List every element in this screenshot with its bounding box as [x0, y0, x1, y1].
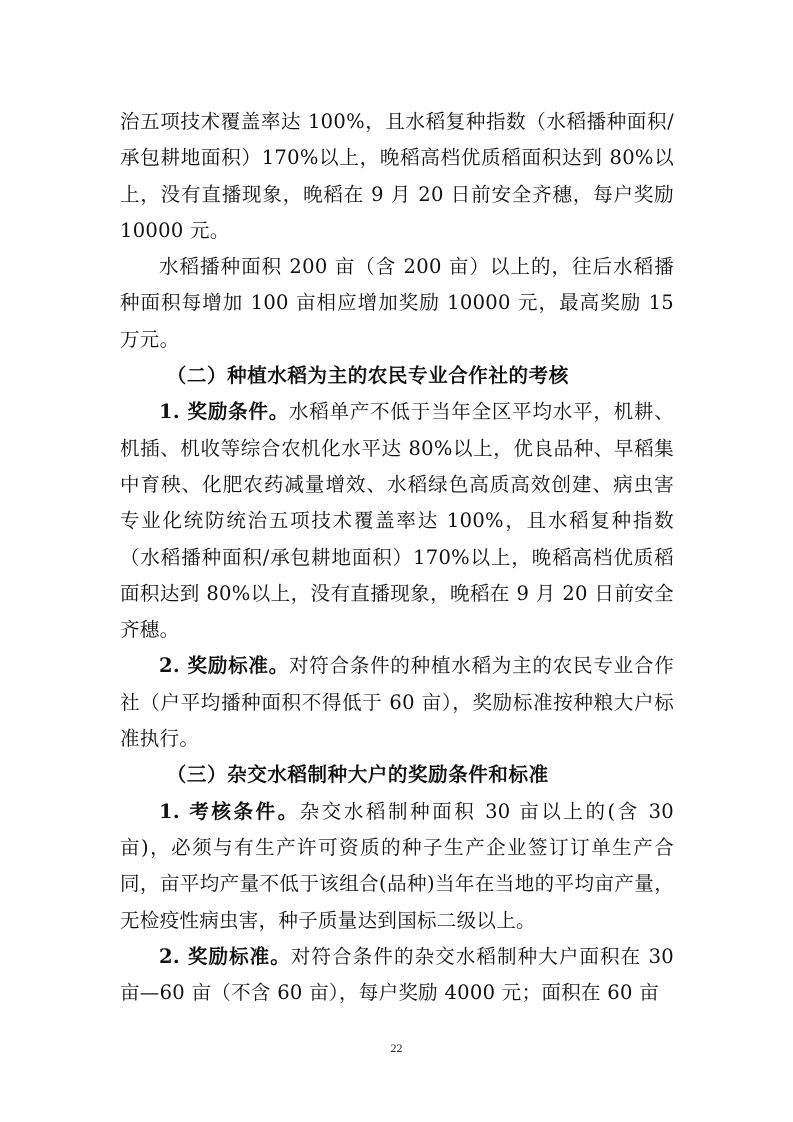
paragraph-body: 水稻单产不低于当年全区平均水平，机耕、机插、机收等综合农机化水平达 80%以上，优良品种、早稻集中育秧、化肥农药减量增效、水稻绿色高质高效创建、病虫害专业化统防统治五项技术覆盖率达 100%，且水稻复种指数（水稻播种面积/承包耕地面积）170%以上，晚稻高档优质稻面积达到 80%以上，没有直播现象，晚稻在 9 月 20 日前安全齐穗。: [120, 400, 674, 642]
paragraph-lead-reward-standard: 2. 奖励标准。: [159, 654, 289, 678]
paragraph-body: 杂交水稻制种面积 30 亩以上的(含 30 亩)，必须与有生产许可资质的种子生产企业签订订单生产合同，亩平均产量不低于该组合(品种)当年在当地的平均亩产量，无检疫性病虫害，种子质量达到国标二级以上。: [120, 799, 674, 932]
page-number: 22: [390, 1041, 403, 1055]
paragraph-lead-reward-conditions: 1. 奖励条件。: [159, 400, 289, 424]
paragraph-cooperative-conditions: [120, 394, 674, 648]
paragraph-hybrid-conditions: [120, 794, 674, 939]
document-body: [120, 104, 674, 1011]
paragraph-continued-technology-coverage: 治五项技术覆盖率达 100%，且水稻复种指数（水稻播种面积/承包耕地面积）170%以上，晚稻高档优质稻面积达到 80%以上，没有直播现象，晚稻在 9 月 20 日前安全齐穗，每户奖励 10000 元。: [120, 110, 674, 242]
paragraph-body: 对符合条件的种植水稻为主的农民专业合作社（户平均播种面积不得低于 60 亩），奖励标准按种粮大户标准执行。: [120, 654, 674, 751]
section-heading-cooperatives: （二）种植水稻为主的农民专业合作社的考核: [166, 364, 569, 388]
paragraph-lead-reward-standard: 2. 奖励标准。: [159, 944, 291, 968]
paragraph-area-bonus: 水稻播种面积 200 亩（含 200 亩）以上的，往后水稻播种面积每增加 100 亩相应增加奖励 10000 元，最高奖励 15 万元。: [120, 255, 674, 351]
paragraph-hybrid-standard: [120, 939, 674, 1012]
section-heading-hybrid-seed: （三）杂交水稻制种大户的奖励条件和标准: [166, 763, 549, 787]
paragraph-cooperative-standard: [120, 648, 674, 757]
paragraph-body: 对符合条件的杂交水稻制种大户面积在 30 亩—60 亩（不含 60 亩），每户奖励 4000 元；面积在 60 亩: [120, 944, 674, 1005]
paragraph-lead-assessment-conditions: 1. 考核条件。: [159, 799, 300, 823]
